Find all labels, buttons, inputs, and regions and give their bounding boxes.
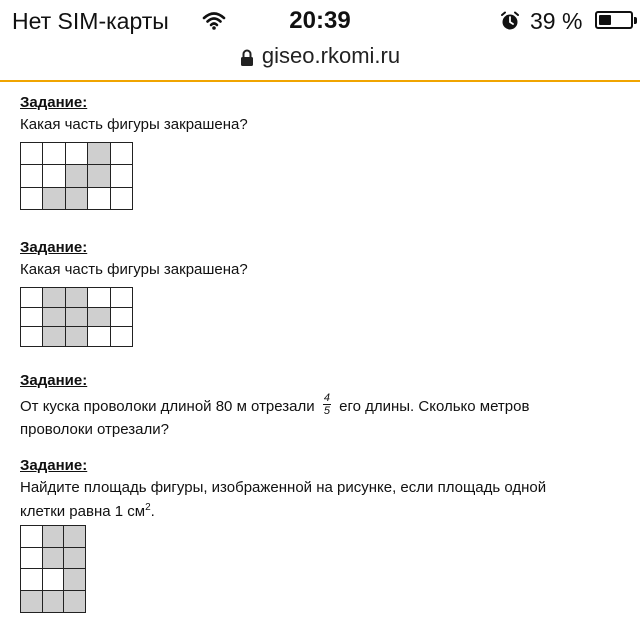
question-text-line1: Найдите площадь фигуры, изображенной на рисунке, если площадь одной — [20, 479, 547, 496]
empty-cell — [21, 165, 43, 187]
page-load-divider — [0, 80, 640, 82]
shaded-cell — [65, 307, 87, 327]
empty-cell — [21, 307, 43, 327]
question-text-end: . — [150, 503, 155, 520]
fraction-denominator: 5 — [323, 404, 330, 417]
shaded-cell — [64, 591, 86, 613]
shaded-cell — [65, 187, 87, 209]
area-figure-grid — [20, 525, 86, 613]
shaded-figure-grid — [20, 287, 133, 347]
empty-cell — [110, 187, 132, 209]
empty-cell — [110, 288, 132, 308]
shaded-cell — [65, 165, 87, 187]
empty-cell — [88, 327, 110, 347]
battery-fill — [599, 15, 611, 25]
shaded-cell — [42, 591, 64, 613]
address-bar[interactable] — [0, 42, 640, 80]
empty-cell — [21, 547, 43, 569]
shaded-cell — [42, 526, 64, 548]
empty-cell — [21, 187, 43, 209]
task-4 — [20, 457, 620, 523]
superscript: 2 — [145, 502, 151, 513]
empty-cell — [43, 165, 65, 187]
empty-cell — [21, 526, 43, 548]
empty-cell — [43, 143, 65, 165]
empty-cell — [88, 288, 110, 308]
task-1 — [20, 94, 620, 136]
question-text: его длины. Сколько метров — [339, 398, 530, 415]
task-title: Задание: — [20, 239, 88, 256]
question-text: От куска проволоки длиной 80 м отрезали — [20, 398, 315, 415]
fraction-numerator: 4 — [323, 391, 330, 404]
empty-cell — [110, 307, 132, 327]
shaded-cell — [88, 307, 110, 327]
alarm-icon — [500, 10, 520, 37]
task-question-line2 — [20, 497, 620, 523]
shaded-cell — [65, 327, 87, 347]
task-2 — [20, 239, 620, 281]
task-question — [20, 392, 620, 422]
empty-cell — [21, 143, 43, 165]
clock: 20:39 — [289, 7, 351, 34]
empty-cell — [21, 569, 43, 591]
shaded-cell — [65, 288, 87, 308]
shaded-cell — [64, 547, 86, 569]
empty-cell — [110, 165, 132, 187]
shaded-cell — [88, 165, 110, 187]
task-question: Какая часть фигуры закрашена? — [20, 261, 248, 278]
task-title: Задание: — [20, 372, 88, 389]
status-bar — [0, 0, 640, 42]
task-question: Какая часть фигуры закрашена? — [20, 116, 248, 133]
empty-cell — [110, 327, 132, 347]
shaded-cell — [64, 526, 86, 548]
task-title: Задание: — [20, 94, 88, 111]
shaded-cell — [21, 591, 43, 613]
battery-percent: 39 % — [530, 8, 583, 34]
question-text: клетки равна 1 см — [20, 503, 146, 520]
task-3 — [20, 372, 620, 441]
question-text-line2: проволоки отрезали? — [20, 421, 169, 438]
shaded-cell — [88, 143, 110, 165]
task-title: Задание: — [20, 457, 88, 474]
empty-cell — [21, 327, 43, 347]
shaded-cell — [43, 307, 65, 327]
empty-cell — [42, 569, 64, 591]
url-text[interactable]: giseo.rkomi.ru — [261, 43, 401, 68]
shaded-cell — [43, 288, 65, 308]
empty-cell — [88, 187, 110, 209]
empty-cell — [21, 288, 43, 308]
empty-cell — [110, 143, 132, 165]
shaded-cell — [43, 327, 65, 347]
shaded-figure-grid — [20, 142, 133, 210]
lock-icon — [240, 47, 254, 65]
empty-cell — [65, 143, 87, 165]
fraction — [323, 392, 331, 417]
shaded-cell — [43, 187, 65, 209]
shaded-cell — [42, 547, 64, 569]
carrier-label: Нет SIM-карты — [12, 8, 169, 34]
battery-icon — [595, 11, 633, 29]
shaded-cell — [64, 569, 86, 591]
